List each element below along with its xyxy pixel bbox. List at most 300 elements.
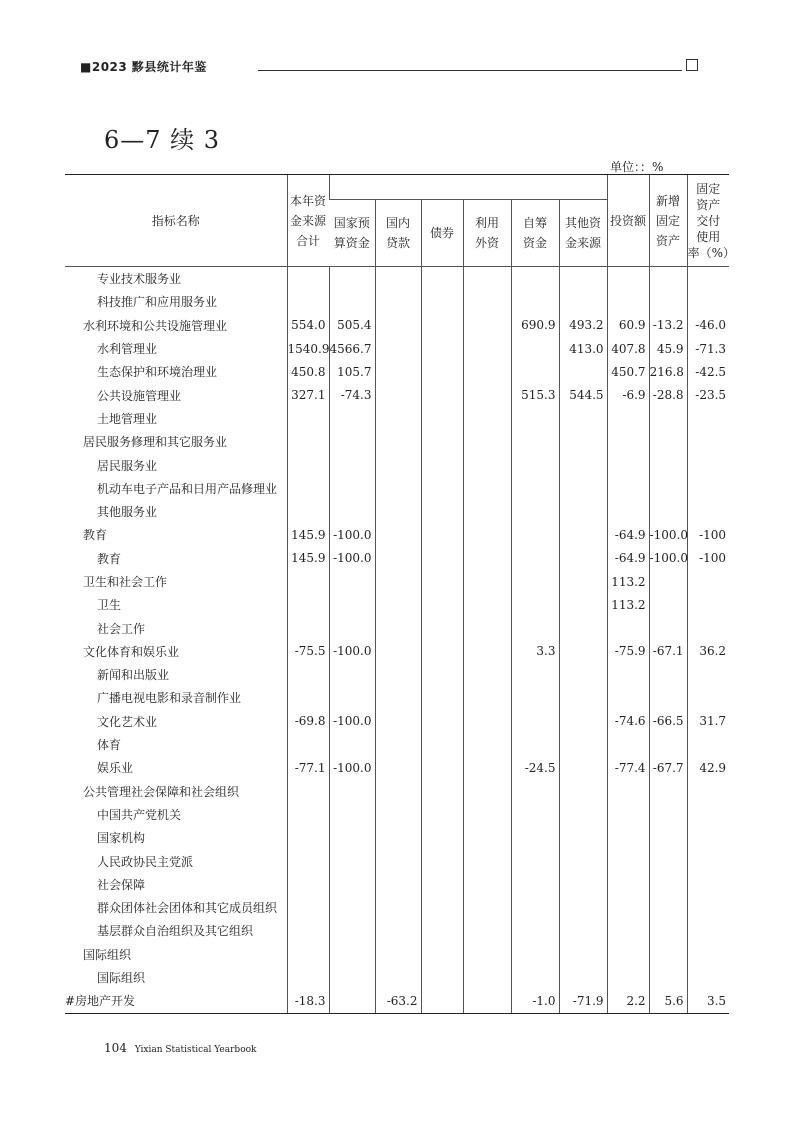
table-row <box>65 383 729 406</box>
cell-value <box>607 849 649 872</box>
page-footer <box>104 1041 256 1055</box>
row-label: 生态保护和环境治理业 <box>97 365 218 380</box>
cell-value <box>511 663 559 686</box>
cell-value: -77.4 <box>607 756 649 779</box>
cell-value <box>687 826 729 849</box>
cell-value: -75.9 <box>607 640 649 663</box>
cell-value <box>287 663 329 686</box>
cell-value <box>463 640 511 663</box>
cell-value <box>287 570 329 593</box>
cell-value <box>375 826 421 849</box>
row-label: 群众团体社会团体和其它成员组织 <box>97 901 278 916</box>
row-label: 卫生 <box>97 598 122 613</box>
cell-value <box>511 686 559 709</box>
cell-value <box>607 966 649 989</box>
cell-value <box>607 896 649 919</box>
cell-value <box>375 407 421 430</box>
cell-value <box>511 710 559 733</box>
cell-value <box>375 919 421 942</box>
cell-value <box>463 500 511 523</box>
cell-value <box>687 407 729 430</box>
cell-value <box>687 570 729 593</box>
cell-value <box>649 826 687 849</box>
cell-value <box>607 616 649 639</box>
cell-value <box>421 780 463 803</box>
cell-value <box>559 290 607 313</box>
col-header-name: 指标名称 <box>65 175 287 267</box>
cell-value <box>687 966 729 989</box>
row-label: 居民服务业 <box>97 458 158 473</box>
cell-value <box>375 477 421 500</box>
cell-value: 4566.7 <box>329 337 375 360</box>
cell-value: 36.2 <box>687 640 729 663</box>
cell-value <box>287 966 329 989</box>
cell-value <box>559 966 607 989</box>
cell-value <box>421 873 463 896</box>
cell-value <box>511 570 559 593</box>
cell-value <box>687 849 729 872</box>
cell-value <box>329 803 375 826</box>
row-label: 国家机构 <box>97 831 146 846</box>
cell-value <box>511 826 559 849</box>
book-title: Yixian Statistical Yearbook <box>134 1045 257 1055</box>
table-row <box>65 337 729 360</box>
table-row <box>65 570 729 593</box>
cell-value <box>463 873 511 896</box>
cell-value <box>687 453 729 476</box>
table-row <box>65 803 729 826</box>
cell-value <box>649 453 687 476</box>
cell-value <box>329 616 375 639</box>
cell-value <box>559 919 607 942</box>
cell-value: -71.9 <box>559 989 607 1013</box>
cell-value <box>649 686 687 709</box>
table-row <box>65 849 729 872</box>
cell-value <box>559 849 607 872</box>
cell-value: -77.1 <box>287 756 329 779</box>
cell-value <box>649 430 687 453</box>
cell-value <box>421 477 463 500</box>
cell-value <box>375 570 421 593</box>
cell-value <box>607 733 649 756</box>
cell-value <box>511 873 559 896</box>
row-label: 社会保障 <box>97 877 146 892</box>
cell-value <box>511 430 559 453</box>
table-row <box>65 547 729 570</box>
cell-value: -100.0 <box>329 756 375 779</box>
cell-value <box>687 500 729 523</box>
cell-value <box>329 826 375 849</box>
cell-value <box>329 873 375 896</box>
cell-value <box>287 407 329 430</box>
cell-value <box>287 780 329 803</box>
cell-value <box>421 849 463 872</box>
cell-value: 450.8 <box>287 360 329 383</box>
table-row <box>65 989 729 1013</box>
cell-value <box>421 383 463 406</box>
cell-value: 42.9 <box>687 756 729 779</box>
cell-value <box>463 989 511 1013</box>
cell-value <box>287 477 329 500</box>
cell-value <box>687 896 729 919</box>
cell-value <box>463 477 511 500</box>
cell-value <box>607 826 649 849</box>
cell-value <box>463 570 511 593</box>
cell-value <box>421 826 463 849</box>
cell-value <box>649 849 687 872</box>
cell-value <box>421 593 463 616</box>
cell-value <box>607 663 649 686</box>
cell-value <box>463 826 511 849</box>
cell-value <box>511 547 559 570</box>
cell-value: 31.7 <box>687 710 729 733</box>
cell-value <box>463 803 511 826</box>
cell-value: 413.0 <box>559 337 607 360</box>
cell-value <box>421 547 463 570</box>
cell-value <box>649 896 687 919</box>
cell-value <box>329 966 375 989</box>
cell-value <box>607 780 649 803</box>
cell-value <box>463 360 511 383</box>
cell-value <box>559 756 607 779</box>
cell-value <box>649 919 687 942</box>
cell-value <box>607 430 649 453</box>
cell-value <box>607 873 649 896</box>
cell-value: -69.8 <box>287 710 329 733</box>
cell-value <box>463 267 511 291</box>
cell-value <box>329 500 375 523</box>
row-label: 人民政协民主党派 <box>97 854 194 869</box>
cell-value <box>649 873 687 896</box>
table-row <box>65 966 729 989</box>
cell-value: -100 <box>687 547 729 570</box>
cell-value <box>287 733 329 756</box>
cell-value <box>421 500 463 523</box>
cell-value <box>511 593 559 616</box>
cell-value <box>687 290 729 313</box>
table-row <box>65 290 729 313</box>
cell-value <box>559 570 607 593</box>
table-row <box>65 360 729 383</box>
cell-value <box>559 477 607 500</box>
table-row <box>65 523 729 546</box>
cell-value <box>329 290 375 313</box>
cell-value <box>287 826 329 849</box>
cell-value <box>649 803 687 826</box>
col-header-new-fixed: 新增 固定 资产 <box>649 175 687 267</box>
table-row <box>65 430 729 453</box>
row-label: 中国共产党机关 <box>97 807 182 822</box>
cell-value <box>375 593 421 616</box>
cell-value <box>375 383 421 406</box>
row-label: 国际组织 <box>83 947 132 962</box>
header-rule <box>258 70 682 71</box>
cell-value <box>511 290 559 313</box>
cell-value <box>287 849 329 872</box>
cell-value <box>463 686 511 709</box>
cell-value <box>287 686 329 709</box>
cell-value: -100.0 <box>329 547 375 570</box>
row-label: 教育 <box>97 551 122 566</box>
cell-value <box>329 453 375 476</box>
table-row <box>65 593 729 616</box>
cell-value <box>607 477 649 500</box>
row-label: 基层群众自治组织及其它组织 <box>97 924 254 939</box>
cell-value: -64.9 <box>607 523 649 546</box>
cell-value <box>607 803 649 826</box>
cell-value: 493.2 <box>559 314 607 337</box>
cell-value <box>287 430 329 453</box>
cell-value <box>511 360 559 383</box>
cell-value: -63.2 <box>375 989 421 1013</box>
cell-value <box>287 453 329 476</box>
cell-value <box>375 360 421 383</box>
cell-value <box>559 430 607 453</box>
table-row <box>65 500 729 523</box>
cell-value: -100.0 <box>329 710 375 733</box>
table-row <box>65 453 729 476</box>
cell-value <box>687 616 729 639</box>
cell-value <box>687 430 729 453</box>
cell-value <box>329 849 375 872</box>
cell-value <box>607 453 649 476</box>
cell-value <box>421 640 463 663</box>
cell-value <box>511 849 559 872</box>
cell-value: -67.1 <box>649 640 687 663</box>
col-header-delivery-rate: 固定 资产 交付 使用 率（%） <box>687 175 729 267</box>
cell-value <box>607 407 649 430</box>
cell-value: 544.5 <box>559 383 607 406</box>
cell-value <box>649 267 687 291</box>
unit-note: 单位：：% <box>610 160 664 174</box>
cell-value <box>649 290 687 313</box>
cell-value: -74.6 <box>607 710 649 733</box>
cell-value <box>649 780 687 803</box>
cell-value <box>375 430 421 453</box>
cell-value <box>649 663 687 686</box>
cell-value <box>687 733 729 756</box>
table-row <box>65 267 729 291</box>
cell-value <box>421 407 463 430</box>
cell-value <box>375 267 421 291</box>
cell-value <box>511 523 559 546</box>
cell-value: 113.2 <box>607 593 649 616</box>
cell-value <box>375 756 421 779</box>
cell-value: 105.7 <box>329 360 375 383</box>
cell-value <box>463 966 511 989</box>
cell-value <box>559 873 607 896</box>
cell-value <box>649 733 687 756</box>
col-header-other: 其他资 金来源 <box>559 200 607 267</box>
cell-value <box>511 803 559 826</box>
cell-value <box>375 686 421 709</box>
cell-value <box>329 919 375 942</box>
cell-value <box>649 477 687 500</box>
col-header-total: 本年资 金来源 合计 <box>287 175 329 267</box>
cell-value <box>329 430 375 453</box>
cell-value <box>687 686 729 709</box>
cell-value <box>287 919 329 942</box>
cell-value <box>375 290 421 313</box>
col-header-foreign: 利用 外资 <box>463 200 511 267</box>
cell-value <box>421 803 463 826</box>
cell-value <box>559 453 607 476</box>
running-header <box>68 58 698 74</box>
cell-value <box>421 989 463 1013</box>
cell-value <box>687 477 729 500</box>
cell-value: -74.3 <box>329 383 375 406</box>
row-label: 文化艺术业 <box>97 714 158 729</box>
cell-value: 327.1 <box>287 383 329 406</box>
cell-value <box>687 803 729 826</box>
table-row <box>65 663 729 686</box>
cell-value <box>329 593 375 616</box>
cell-value: -100.0 <box>329 640 375 663</box>
cell-value <box>463 919 511 942</box>
cell-value <box>649 593 687 616</box>
cell-value <box>687 663 729 686</box>
cell-value <box>421 686 463 709</box>
cell-value <box>649 943 687 966</box>
col-header-self-raised: 自筹 资金 <box>511 200 559 267</box>
row-label: 文化体育和娱乐业 <box>83 644 180 659</box>
cell-value <box>329 570 375 593</box>
cell-value <box>421 896 463 919</box>
cell-value <box>559 500 607 523</box>
cell-value <box>329 733 375 756</box>
cell-value: 113.2 <box>607 570 649 593</box>
cell-value: -64.9 <box>607 547 649 570</box>
row-label: 体育 <box>97 738 122 753</box>
cell-value <box>687 919 729 942</box>
table-row <box>65 896 729 919</box>
cell-value <box>421 267 463 291</box>
cell-value: -75.5 <box>287 640 329 663</box>
cell-value <box>511 337 559 360</box>
cell-value <box>463 314 511 337</box>
cell-value <box>511 267 559 291</box>
cell-value <box>329 267 375 291</box>
row-label: 娱乐业 <box>97 761 134 776</box>
table-row <box>65 477 729 500</box>
cell-value <box>463 733 511 756</box>
col-header-state-budget: 国家预 算资金 <box>329 200 375 267</box>
col-header-domestic-loan: 国内 贷款 <box>375 200 421 267</box>
cell-value <box>559 686 607 709</box>
cell-value: 450.7 <box>607 360 649 383</box>
cell-value <box>329 663 375 686</box>
cell-value <box>511 453 559 476</box>
cell-value <box>421 943 463 966</box>
cell-value <box>511 407 559 430</box>
cell-value: 3.3 <box>511 640 559 663</box>
cell-value: 5.6 <box>649 989 687 1013</box>
cell-value <box>463 453 511 476</box>
statistics-table <box>65 174 735 1014</box>
cell-value <box>559 593 607 616</box>
cell-value <box>511 896 559 919</box>
cell-value <box>375 640 421 663</box>
row-label: 国际组织 <box>97 971 146 986</box>
cell-value <box>463 663 511 686</box>
cell-value <box>687 943 729 966</box>
cell-value <box>287 943 329 966</box>
cell-value <box>511 500 559 523</box>
cell-value <box>421 570 463 593</box>
cell-value: 690.9 <box>511 314 559 337</box>
cell-value <box>559 663 607 686</box>
cell-value <box>287 873 329 896</box>
cell-value: -100.0 <box>329 523 375 546</box>
page-number: 104 <box>104 1041 127 1055</box>
cell-value: -23.5 <box>687 383 729 406</box>
cell-value <box>687 780 729 803</box>
cell-value <box>511 919 559 942</box>
cell-value <box>463 780 511 803</box>
cell-value <box>287 500 329 523</box>
cell-value <box>607 686 649 709</box>
cell-value <box>559 710 607 733</box>
row-label: 专业技术服务业 <box>97 272 182 287</box>
cell-value <box>375 523 421 546</box>
cell-value: 3.5 <box>687 989 729 1013</box>
cell-value: -28.8 <box>649 383 687 406</box>
cell-value <box>649 966 687 989</box>
cell-value <box>421 663 463 686</box>
cell-value <box>329 477 375 500</box>
cell-value <box>287 803 329 826</box>
cell-value: 45.9 <box>649 337 687 360</box>
row-label: 水利管理业 <box>97 342 158 357</box>
cell-value <box>607 919 649 942</box>
cell-value <box>559 733 607 756</box>
cell-value <box>649 570 687 593</box>
cell-value <box>421 919 463 942</box>
cell-value <box>463 337 511 360</box>
cell-value <box>559 640 607 663</box>
row-label: #房地产开发 <box>65 989 287 1013</box>
cell-value <box>463 756 511 779</box>
cell-value <box>421 337 463 360</box>
cell-value <box>329 943 375 966</box>
cell-value <box>375 500 421 523</box>
cell-value <box>559 523 607 546</box>
table-row <box>65 640 729 663</box>
cell-value <box>375 314 421 337</box>
cell-value <box>463 523 511 546</box>
col-header-group-spacer <box>329 175 607 200</box>
cell-value <box>421 966 463 989</box>
cell-value <box>421 733 463 756</box>
cell-value <box>329 780 375 803</box>
cell-value <box>375 733 421 756</box>
cell-value <box>687 593 729 616</box>
cell-value <box>375 453 421 476</box>
cell-value <box>687 873 729 896</box>
cell-value: 145.9 <box>287 547 329 570</box>
cell-value <box>421 710 463 733</box>
table-row <box>65 616 729 639</box>
cell-value <box>649 500 687 523</box>
cell-value: -67.7 <box>649 756 687 779</box>
col-header-investment: 投资额 <box>607 175 649 267</box>
row-label: 教育 <box>83 528 108 543</box>
cell-value <box>421 756 463 779</box>
cell-value <box>375 337 421 360</box>
cell-value <box>421 616 463 639</box>
cell-value <box>375 849 421 872</box>
cell-value: -13.2 <box>649 314 687 337</box>
